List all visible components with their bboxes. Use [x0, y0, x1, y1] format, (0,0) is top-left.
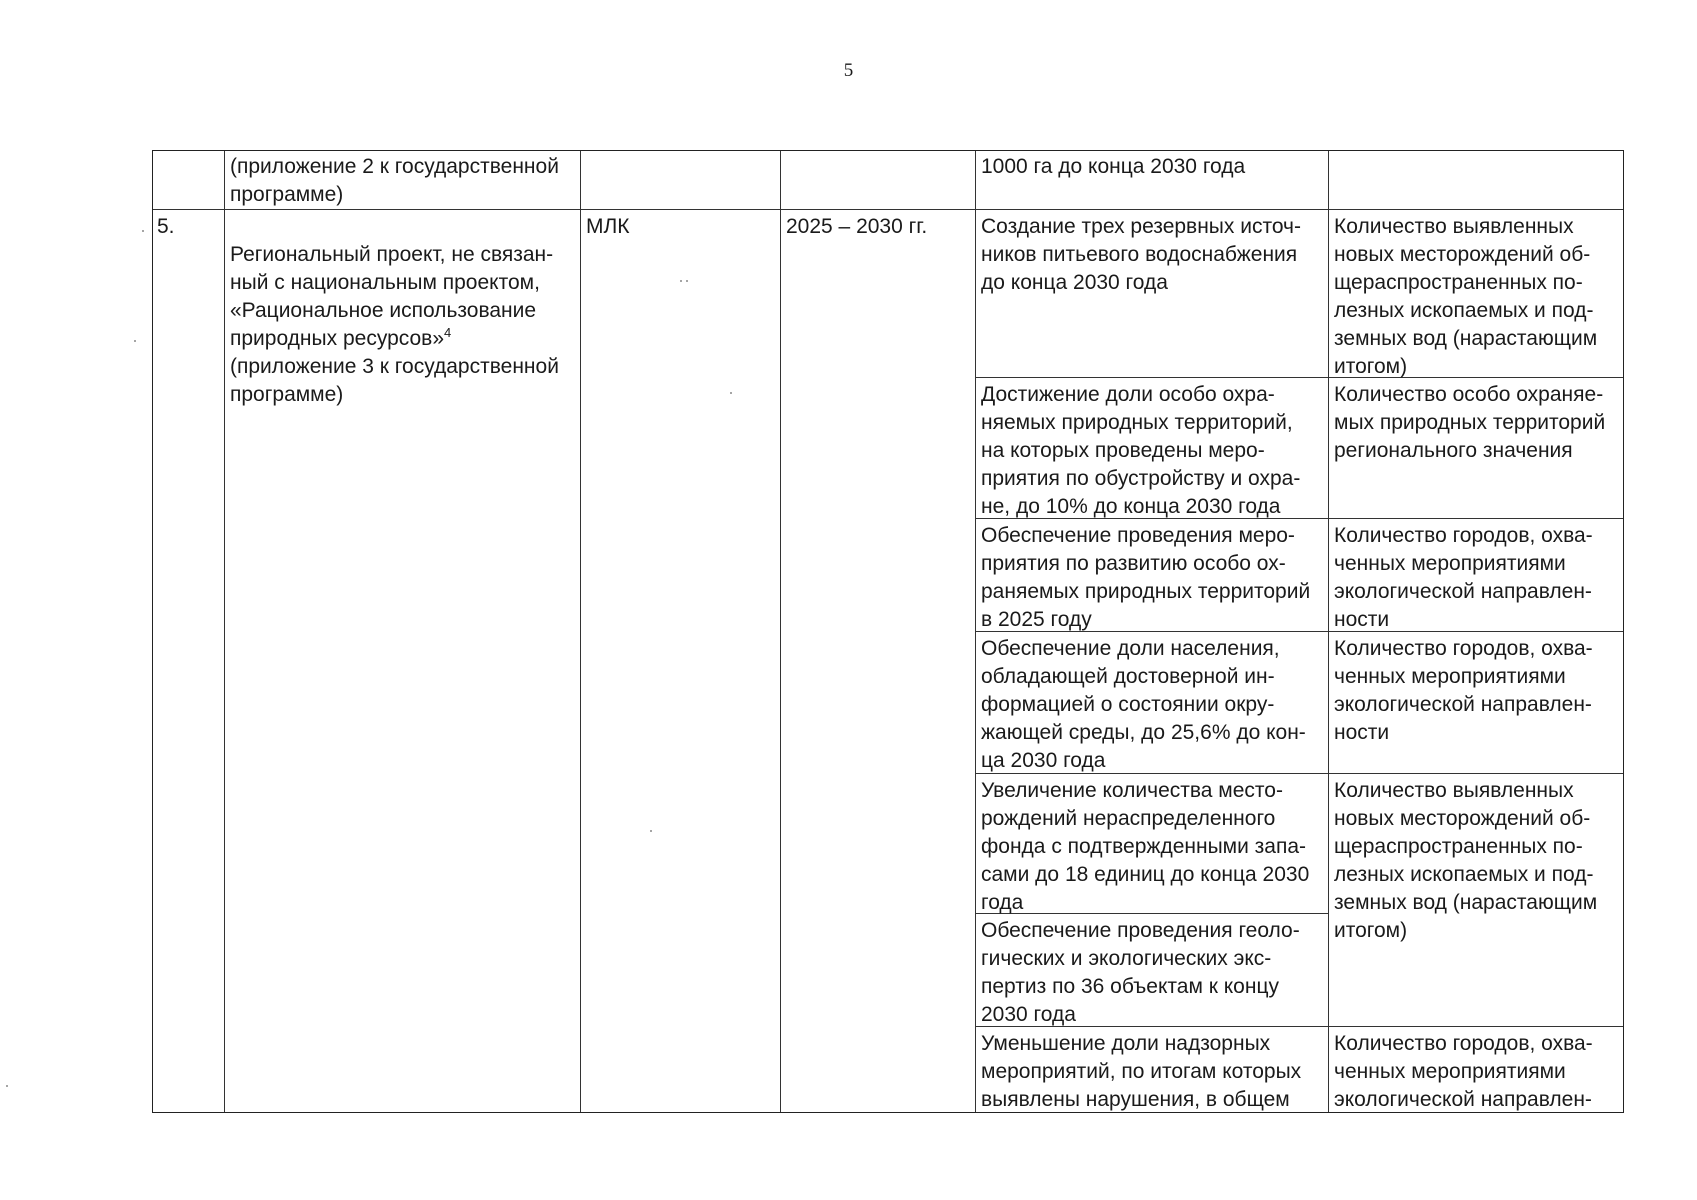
scan-speck: [6, 1085, 8, 1087]
scan-speck: [680, 280, 682, 282]
result-cell: Обеспечение доли населения, обладающей достоверной ин- формацией о состоянии окру- жающей среды, до 25,6% до кон- ца 2030 года: [981, 637, 1306, 772]
indicator-cell: Количество выявленных новых месторождений об- щераспространенных по- лезных ископаемых и под- земных вод (нарастающим итогом): [1334, 215, 1598, 378]
executor: МЛК: [586, 215, 630, 238]
indicator-cell: Количество городов, охва- ченных мероприятиями экологической направлен- ности: [1334, 524, 1593, 631]
indicator-cell: Количество городов, охва- ченных мероприятиями экологической направлен-: [1334, 1032, 1593, 1111]
scan-speck: [730, 392, 732, 394]
result-cell: Создание трех резервных источ- ников питьевого водоснабжения до конца 2030 года: [981, 215, 1301, 294]
prev-row-result: 1000 га до конца 2030 года: [981, 155, 1246, 178]
indicator-cell: Количество особо охраняе- мых природных территорий регионального значения: [1334, 383, 1606, 462]
result-cell: Достижение доли особо охра- няемых природных территорий, на которых проведены меро- приятия по обустройству и охра- не, до 10% до конца 2030 года: [981, 383, 1301, 518]
indicator-cell: Количество выявленных новых месторождений об- щераспространенных по- лезных ископаемых и под- земных вод (нарастающим итогом): [1334, 779, 1598, 942]
column-border: [780, 151, 781, 1112]
project-appendix: (приложение 3 к государственной программе): [230, 355, 559, 406]
prev-row-name: (приложение 2 к государственной программе): [230, 155, 559, 206]
scan-speck: [134, 340, 136, 342]
footnote-mark: 4: [444, 325, 452, 340]
project-name-text: Региональный проект, не связан- ный с национальным проектом, «Рациональное использование природных ресурсов»: [230, 243, 554, 350]
scan-speck: [650, 830, 652, 832]
scan-speck: [686, 280, 688, 282]
indicator-cell: Количество городов, охва- ченных мероприятиями экологической направлен- ности: [1334, 637, 1593, 744]
result-cell: Увеличение количества место- рождений нераспределенного фонда с подтвержденными запа- сами до 18 единиц до конца 2030 года: [981, 779, 1310, 914]
scan-speck: [142, 230, 144, 232]
result-cell: Обеспечение проведения геоло- гических и экологических экс- пертиз по 36 объектам к концу 2030 года: [981, 919, 1300, 1026]
page-number: 5: [843, 60, 854, 81]
project-name: [226, 211, 582, 409]
period: 2025 – 2030 гг.: [786, 215, 928, 238]
program-table: [152, 150, 1624, 1113]
result-cell: Обеспечение проведения меро- приятия по развитию особо ох- раняемых природных территорий в 2025 году: [981, 524, 1311, 631]
result-cell: Уменьшение доли надзорных мероприятий, по итогам которых выявлены нарушения, в общем: [981, 1032, 1302, 1111]
row-number: 5.: [157, 215, 175, 238]
